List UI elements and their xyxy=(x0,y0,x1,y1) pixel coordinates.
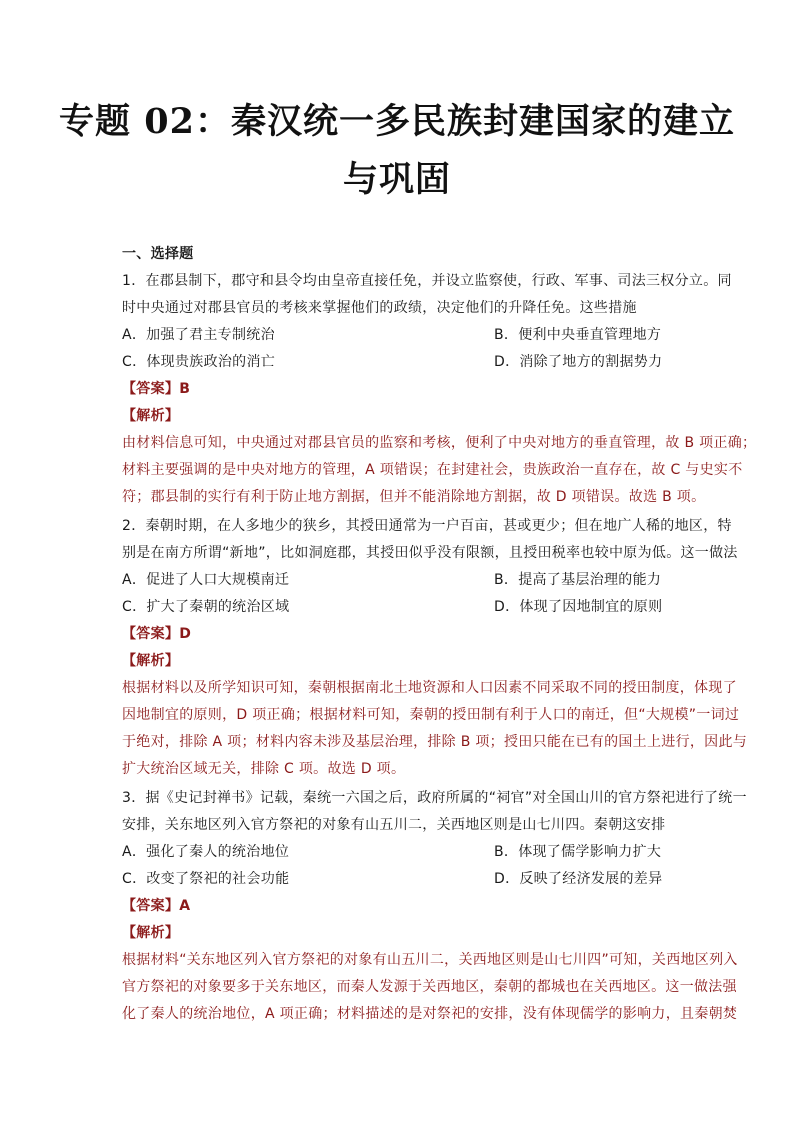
q3-option-b: B．体现了儒学影响力扩大 xyxy=(494,844,662,860)
q2-stem-line-2: 别是在南方所谓“新地”，比如洞庭郡，其授田似乎没有限额，且授田税率也较中原为低。这一做法 xyxy=(122,545,738,561)
q2-option-b: B．提高了基层治理的能力 xyxy=(494,572,662,588)
q2-options-row-1 xyxy=(122,571,702,589)
q3-options-row-2 xyxy=(122,870,702,888)
q3-answer: 【答案】A xyxy=(122,898,191,914)
q2-option-c: C．扩大了秦朝的统治区域 xyxy=(122,599,290,615)
q1-option-d: D．消除了地方的割据势力 xyxy=(494,354,663,370)
q3-stem-line-2: 安排，关东地区列入官方祭祀的对象有山五川二，关西地区则是山七川四。秦朝这安排 xyxy=(122,817,666,833)
q1-options-row-2 xyxy=(122,353,702,371)
q2-option-a: A．促进了人口大规模南迁 xyxy=(122,572,290,588)
q2-options-row-2 xyxy=(122,598,702,616)
section-heading: 一、选择题 xyxy=(122,246,194,262)
q1-stem-line-2: 时中央通过对郡县官员的考核来掌握他们的政绩，决定他们的升降任免。这些措施 xyxy=(122,300,637,316)
q1-analysis-line-2: 材料主要强调的是中央对地方的管理，A 项错误；在封建社会，贵族政治一直存在，故 C 与史实不 xyxy=(122,462,743,478)
q2-analysis-line-4: 扩大统治区域无关，排除 C 项。故选 D 项。 xyxy=(122,761,406,777)
q1-option-b: B．便利中央垂直管理地方 xyxy=(494,327,662,343)
q2-answer: 【答案】D xyxy=(122,626,192,642)
q1-analysis-label: 【解析】 xyxy=(122,408,180,424)
q1-analysis-line-1: 由材料信息可知，中央通过对郡县官员的监察和考核，便利了中央对地方的垂直管理，故 B 项正确； xyxy=(122,435,757,451)
q3-option-d: D．反映了经济发展的差异 xyxy=(494,871,663,887)
q2-analysis-label: 【解析】 xyxy=(122,653,180,669)
q3-analysis-label: 【解析】 xyxy=(122,925,180,941)
q1-option-c: C．体现贵族政治的消亡 xyxy=(122,354,276,370)
q3-analysis-line-1: 根据材料“关东地区列入官方祭祀的对象有山五川二，关西地区则是山七川四”可知，关西地区列入 xyxy=(122,952,738,968)
q3-analysis-line-3: 化了秦人的统治地位，A 项正确；材料描述的是对祭祀的安排，没有体现儒学的影响力，且秦朝焚 xyxy=(122,1006,738,1022)
q1-stem-line-1: 1．在郡县制下，郡守和县令均由皇帝直接任免，并设立监察使，行政、军事、司法三权分立。同 xyxy=(122,273,732,289)
q3-options-row-1 xyxy=(122,843,702,861)
q3-option-a: A．强化了秦人的统治地位 xyxy=(122,844,290,860)
q1-options-row-1 xyxy=(122,326,702,344)
q2-analysis-line-1: 根据材料以及所学知识可知，秦朝根据南北土地资源和人口因素不同采取不同的授田制度，体现了 xyxy=(122,680,737,696)
document-title-line-2: 与巩固 xyxy=(342,159,451,200)
q3-option-c: C．改变了祭祀的社会功能 xyxy=(122,871,290,887)
q2-option-d: D．体现了因地制宜的原则 xyxy=(494,599,663,615)
q1-answer: 【答案】B xyxy=(122,381,191,397)
q1-analysis-line-3: 符；郡县制的实行有利于防止地方割据，但并不能消除地方割据，故 D 项错误。故选 B 项。 xyxy=(122,489,706,505)
document-title-line-1: 专题 02：秦汉统一多民族封建国家的建立 xyxy=(59,101,735,142)
q2-stem-line-1: 2．秦朝时期，在人多地少的狭乡，其授田通常为一户百亩，甚或更少；但在地广人稀的地区，特 xyxy=(122,518,732,534)
q2-analysis-line-2: 因地制宜的原则，D 项正确；根据材料可知，秦朝的授田制有利于人口的南迁，但“大规模”一词过 xyxy=(122,707,740,723)
q3-stem-line-1: 3．据《史记封禅书》记载，秦统一六国之后，政府所属的“祠官”对全国山川的官方祭祀进行了统一 xyxy=(122,790,747,806)
q2-analysis-line-3: 于绝对，排除 A 项；材料内容未涉及基层治理，排除 B 项；授田只能在已有的国土上进行，因此与 xyxy=(122,734,748,750)
q1-option-a: A．加强了君主专制统治 xyxy=(122,327,275,343)
q3-analysis-line-2: 官方祭祀的对象要多于关东地区，而秦人发源于关西地区，秦朝的都城也在关西地区。这一做法强 xyxy=(122,979,737,995)
